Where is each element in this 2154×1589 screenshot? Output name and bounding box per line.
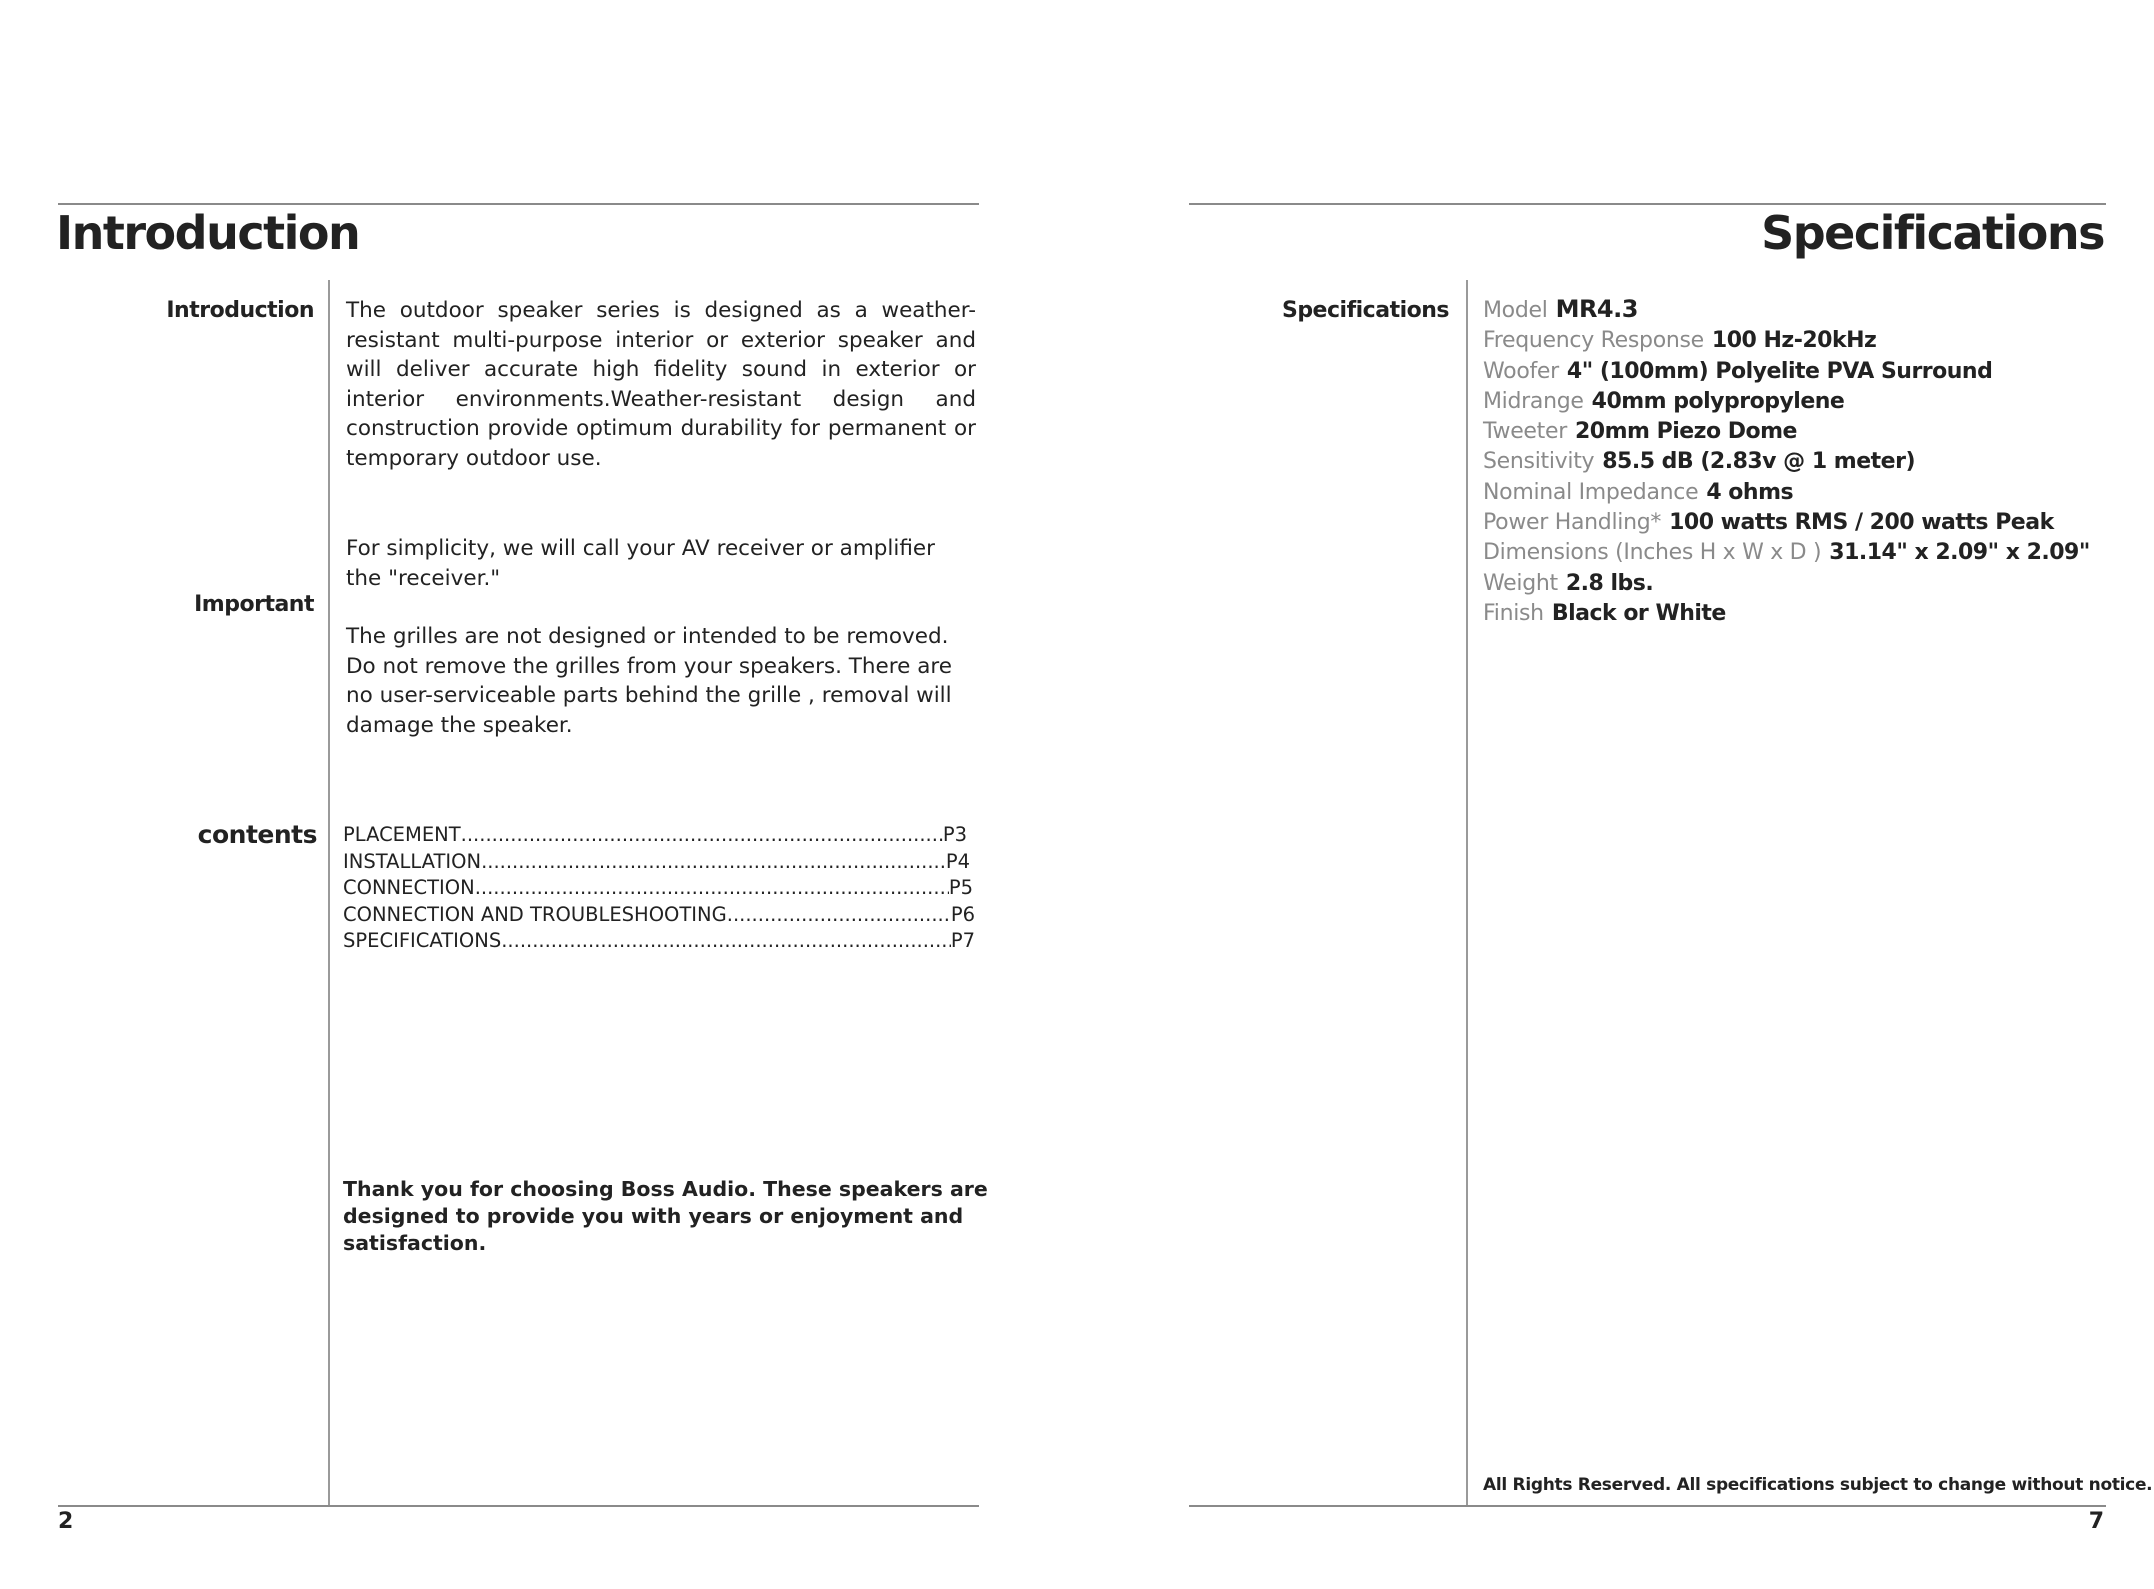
spec-value: 100 watts RMS / 200 watts Peak [1669, 510, 2054, 536]
page-number-right: 7 [2088, 1509, 2104, 1534]
spec-value: 100 Hz-20kHz [1711, 328, 1877, 354]
toc-leader [461, 822, 943, 849]
left-column-divider [328, 280, 330, 1505]
toc-item-page: P3 [942, 823, 967, 846]
right-column-divider [1466, 280, 1468, 1505]
toc-item-label: CONNECTION AND TROUBLESHOOTING [343, 902, 727, 926]
spec-label: Power Handling* [1483, 510, 1662, 536]
spec-value: 31.14" x 2.09" x 2.09" [1829, 540, 2090, 566]
simplicity-paragraph: For simplicity, we will call your AV receiver or amplifier the "receiver." [346, 536, 935, 591]
spec-value: 2.8 lbs. [1565, 570, 1654, 596]
spec-value: 40mm polypropylene [1591, 388, 1845, 414]
label-specifications: Specifications [1281, 298, 1449, 323]
label-important: Important [194, 592, 314, 617]
spec-label: Sensitivity [1483, 449, 1595, 475]
spec-label: Midrange [1483, 388, 1584, 414]
spec-row-frequency-response [1483, 326, 2090, 356]
left-bottom-rule [58, 1505, 979, 1507]
toc-leader [501, 928, 951, 955]
spec-row-midrange [1483, 387, 2090, 417]
table-of-contents [343, 822, 973, 955]
toc-item-page: P5 [948, 876, 973, 899]
page-number-left: 2 [58, 1509, 74, 1534]
spec-label: Finish [1483, 600, 1544, 626]
spec-label: Frequency Response [1483, 328, 1704, 354]
label-introduction: Introduction [166, 298, 314, 323]
spec-label: Woofer [1483, 358, 1559, 384]
toc-item-placement[interactable] [343, 822, 967, 849]
spec-label: Model [1483, 298, 1548, 323]
page-title-introduction: Introduction [56, 206, 360, 260]
toc-item-specifications[interactable] [343, 928, 975, 955]
toc-leader [475, 875, 949, 902]
toc-item-label: CONNECTION [343, 876, 475, 899]
spec-row-dimensions [1483, 538, 2090, 568]
toc-item-label: INSTALLATION [343, 849, 482, 873]
toc-item-label: SPECIFICATIONS [343, 929, 502, 952]
toc-item-connection-troubleshooting[interactable] [343, 902, 975, 929]
spec-value: 4 ohms [1706, 479, 1794, 505]
spec-value: MR4.3 [1555, 295, 1638, 323]
rights-reserved-note: All Rights Reserved. All specifications subject to change without notice. [1483, 1475, 2153, 1495]
intro-paragraph: The outdoor speaker series is designed as a weather-resistant multi-purpose interior or exterior speaker and will deliver accurate high fidelity sound in exterior or interior environments.Weather-resistant design and construction provide optimum durability for permanent or temporary outdoor use. [346, 298, 976, 471]
spec-label: Tweeter [1483, 419, 1567, 445]
spec-label: Weight [1483, 570, 1558, 596]
spec-row-nominal-impedance [1483, 478, 2090, 508]
spec-row-woofer [1483, 357, 2090, 387]
spec-row-model [1483, 294, 2090, 326]
spec-label: Dimensions (Inches H x W x D ) [1483, 540, 1822, 566]
right-top-rule [1189, 203, 2106, 205]
toc-item-page: P7 [950, 929, 975, 952]
label-contents: contents [197, 820, 317, 849]
toc-leader [481, 849, 946, 876]
right-bottom-rule [1189, 1505, 2106, 1507]
spec-value: Black or White [1551, 600, 1726, 626]
spec-row-sensitivity [1483, 447, 2090, 477]
spec-row-power-handling [1483, 508, 2090, 538]
spec-value: 85.5 dB (2.83v @ 1 meter) [1602, 449, 1915, 475]
spec-label: Nominal Impedance [1483, 479, 1699, 505]
important-paragraph: The grilles are not designed or intended to be removed. Do not remove the grilles from your speakers. There are no user-serviceable parts behind the grille , removal will damage the speaker. [346, 624, 952, 738]
toc-item-label: PLACEMENT [343, 823, 461, 846]
spec-value: 20mm Piezo Dome [1574, 419, 1797, 445]
toc-item-page: P4 [945, 849, 970, 873]
thank-you-note: Thank you for choosing Boss Audio. These speakers are designed to provide you with years or enjoyment and satisfaction. [343, 1177, 988, 1255]
toc-item-page: P6 [950, 902, 975, 926]
toc-item-connection[interactable] [343, 875, 973, 902]
spec-row-tweeter [1483, 417, 2090, 447]
left-top-rule [58, 203, 979, 205]
page-title-specifications: Specifications [1761, 206, 2104, 260]
toc-leader [727, 902, 951, 929]
toc-item-installation[interactable] [343, 849, 970, 876]
spec-row-finish [1483, 599, 2090, 629]
spec-list [1483, 294, 2090, 629]
spec-row-weight [1483, 569, 2090, 599]
spec-value: 4" (100mm) Polyelite PVA Surround [1566, 358, 1993, 384]
